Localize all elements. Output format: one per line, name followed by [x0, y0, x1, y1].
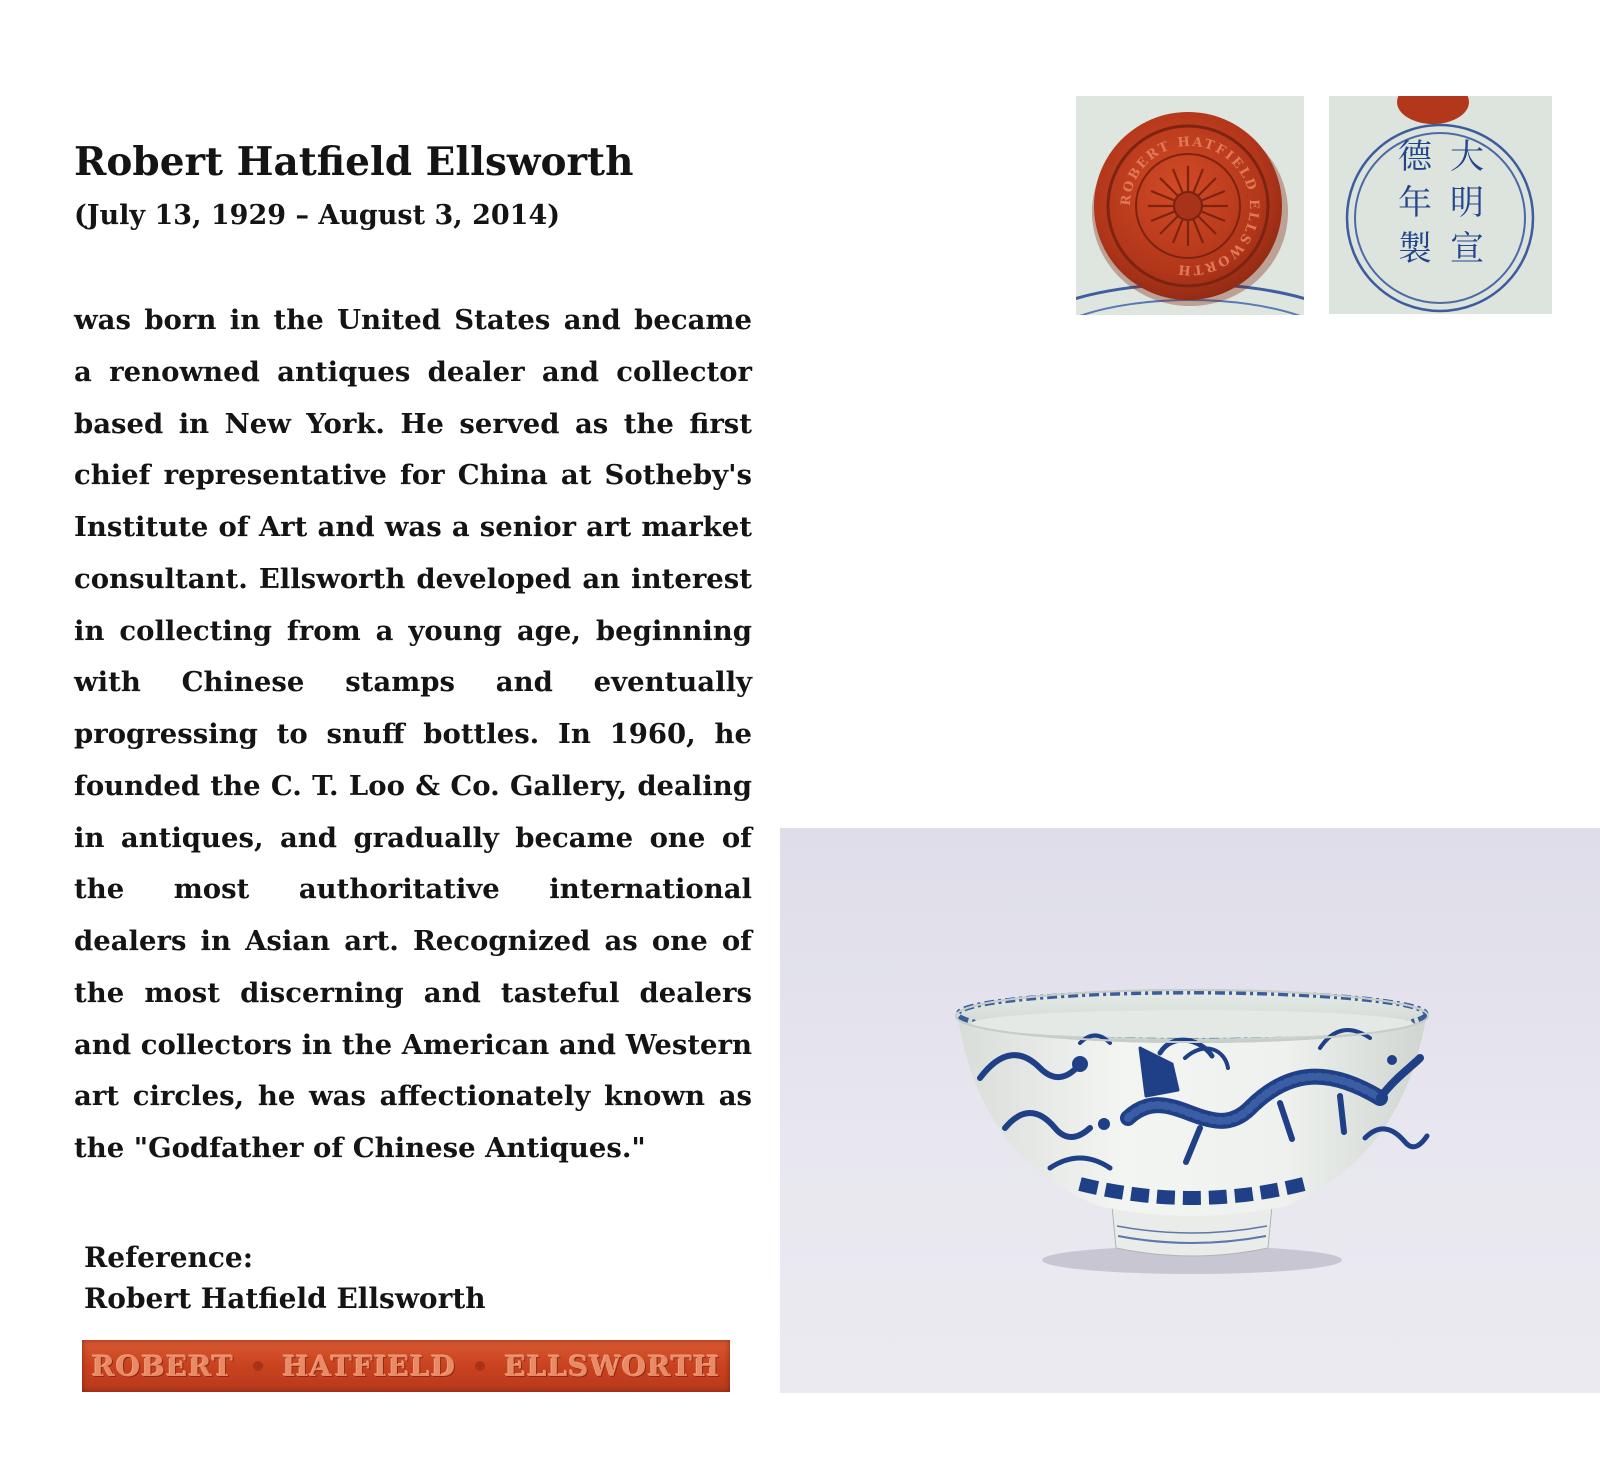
reign-char: 製 — [1398, 229, 1432, 269]
reference-label: Reference: — [84, 1241, 254, 1274]
page-title: Robert Hatfield Ellsworth — [74, 139, 634, 185]
wax-seal-thumbnail — [1076, 96, 1304, 315]
life-dates: (July 13, 1929 – August 3, 2014) — [74, 200, 561, 231]
seal-word: ROBERT — [91, 1349, 234, 1383]
seal-word: HATFIELD — [282, 1349, 457, 1383]
seal-word: ELLSWORTH — [504, 1349, 721, 1383]
porcelain-bowl-photo — [780, 828, 1600, 1393]
reign-char: 宣 — [1450, 229, 1484, 269]
biography-text: was born in the United States and became a renowned antiques dealer and collector based in New York. He served as the first chief representative for China at Sotheby's Institute of Art and was a senior art market consultant. Ellsworth developed an interest in collecting from a young age, beginning with Chinese stamps and eventually progressing to snuff bottles. In 1960, he founded the C. T. Loo & Co. Gallery, dealing in antiques, and gradually became one of the most authoritative international dealers in Asian art. Recognized as one of the most discerning and tasteful dealers and collectors in the American and Western art circles, he was affectionately known as the "Godfather of Chinese Antiques." — [74, 304, 752, 1164]
reign-char: 德 — [1398, 137, 1432, 177]
wax-seal-image — [1076, 96, 1304, 315]
seal-separator-dot — [475, 1361, 485, 1371]
reign-mark-thumbnail — [1329, 96, 1552, 314]
reign-char: 大 — [1450, 137, 1484, 177]
reference-name: Robert Hatfield Ellsworth — [84, 1282, 486, 1315]
dragon-bowl-image — [780, 828, 1600, 1393]
name-seal-strip — [82, 1340, 730, 1392]
reign-char: 年 — [1398, 183, 1432, 223]
reign-char: 明 — [1450, 183, 1484, 223]
reference-block — [84, 1237, 734, 1319]
seal-ring-text: ROBERT HATFIELD ELLSWORTH — [1118, 134, 1262, 278]
seal-separator-dot — [253, 1361, 263, 1371]
reign-mark-image — [1329, 96, 1552, 314]
